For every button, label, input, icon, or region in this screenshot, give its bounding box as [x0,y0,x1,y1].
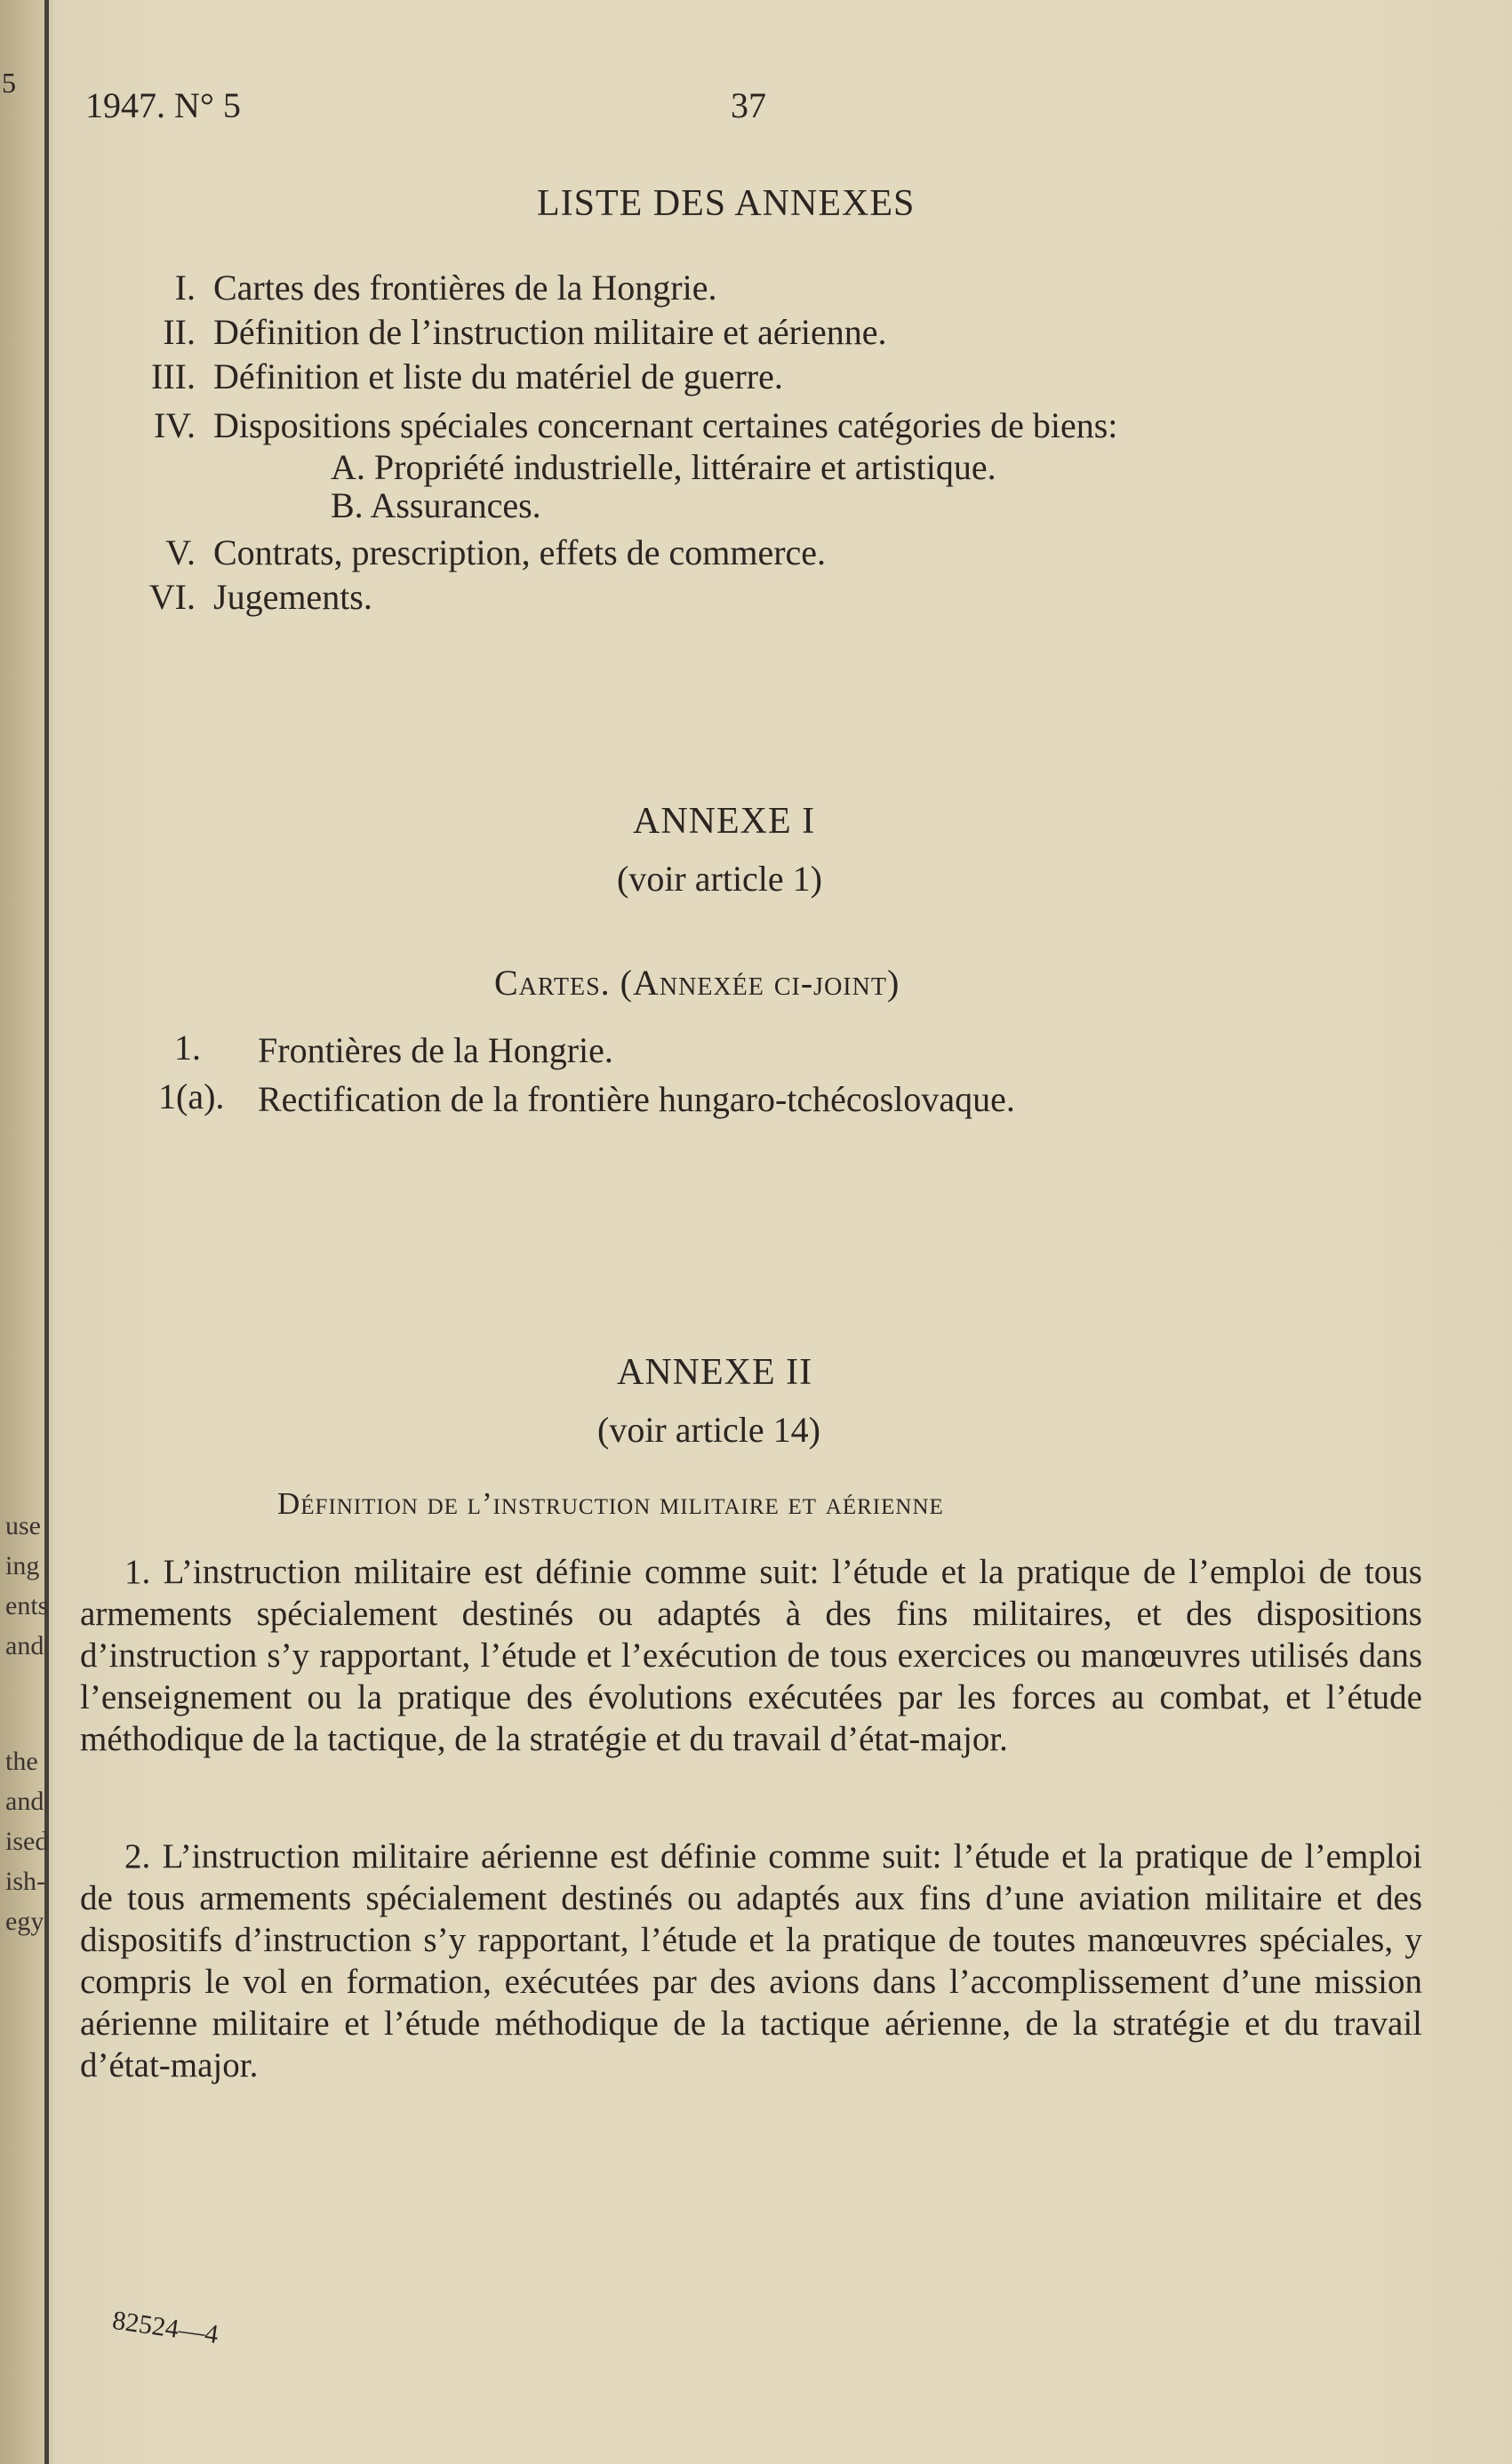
list-item-number: V. [165,532,196,572]
list-item-number: III. [151,356,196,396]
list-item-text: Jugements. [213,577,372,617]
map-item-number: 1(a). [158,1076,225,1116]
list-item-text: Définition et liste du matériel de guerre. [213,356,783,396]
list-item-number: IV. [153,405,196,445]
list-item [98,532,826,573]
list-item-number: I. [174,268,196,308]
list-item-text: Dispositions spéciales concernant certaines catégories de biens: [213,405,1118,445]
margin-fragment: ents [5,1591,49,1620]
map-item-text: Frontières de la Hongrie. [258,1030,613,1070]
margin-fragment: use [5,1511,41,1540]
list-item-text: Contrats, prescription, effets de commerce. [213,532,827,572]
margin-fragment: and [5,1631,44,1660]
header-year-number: 1947. N° 5 [85,85,241,125]
margin-fragment: the [5,1747,38,1776]
annexe2-ref: (voir article 14) [597,1410,820,1450]
margin-fragment: ish- [5,1867,45,1896]
annexe2-title: ANNEXE II [617,1352,813,1393]
list-item-text: Cartes des frontières de la Hongrie. [213,268,717,308]
list-subitem-text: B. Assurances. [331,485,541,525]
paragraph-1: 1. L’instruction militaire est définie comme suit: l’étude et la pratique de l’emploi de tous armements spécialement destinés ou adaptés à des fins militaires, et des dispositions d’instruction s’y rapportant, l’étude et l’exécution de tous exercices ou manœuvres utilisés dans l’enseignement ou la pratique des évolutions exécutées par les forces au combat, et l’étude méthodique de la tactique, de la stratégie et du travail d’état-major. [80,1553,1422,1758]
list-item-number: VI. [148,577,196,617]
margin-fragment: egy [5,1907,44,1936]
binding-shadow-line [44,0,49,2464]
annexe1-subtitle: Cartes. (Annexée ci-joint) [494,963,900,1003]
list-item [98,356,783,397]
paragraph-2: 2. L’instruction militaire aérienne est définie comme suit: l’étude et la pratique de l’emploi de tous armements spécialement destinés ou adaptés aux fins d’une aviation militaire et des dispositifs d’instruction s’y rapportant, l’étude et la pratique de toutes manœuvres spéciales, y compris le vol en formation, exécutées par des avions dans l’accomplissement d’une mission aérienne militaire et l’étude méthodique de la tactique aérienne, de la stratégie et du travail d’état-major. [80,1837,1422,2084]
list-item [98,267,716,308]
page-number: 37 [731,85,766,125]
annexe1-ref: (voir article 1) [617,859,822,899]
map-item-text: Rectification de la frontière hungaro-tchécoslovaque. [258,1079,1015,1119]
list-item-number: II. [163,312,196,352]
list-item [98,576,372,618]
list-item-text: Définition de l’instruction militaire et aérienne. [213,312,887,352]
margin-fragment: ing [5,1551,40,1580]
list-item [98,404,1117,446]
map-item-number: 1. [174,1028,201,1068]
list-item [98,311,887,353]
printer-mark: 82524—4 [110,2305,220,2350]
list-subitem-text: A. Propriété industrielle, littéraire et artistique. [331,447,996,487]
margin-fragment: ised [5,1827,49,1856]
annexe1-title: ANNEXE I [633,801,816,842]
margin-fragment: and [5,1787,44,1816]
list-annexes-title: LISTE DES ANNEXES [537,183,916,224]
gutter-page-fragment: 5 [2,67,16,99]
list-subitem [331,446,996,488]
annexe2-subtitle: Définition de l’instruction militaire et aérienne [277,1486,944,1521]
list-subitem [331,484,541,526]
